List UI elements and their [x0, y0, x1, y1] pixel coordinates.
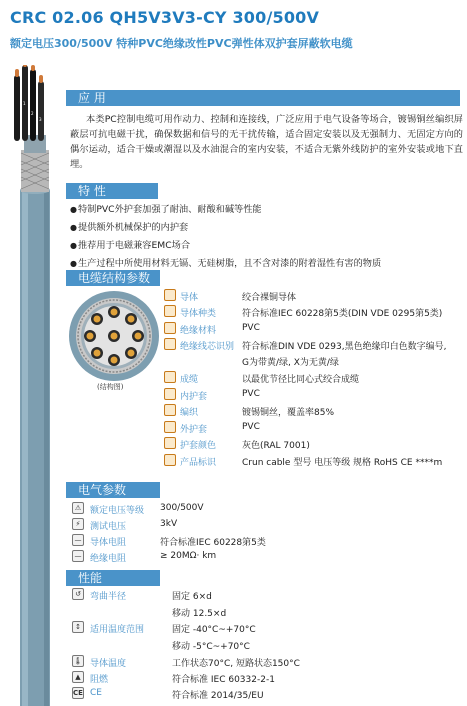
product-subtitle: 额定电压300/500V 特种PVC绝缘改性PVC弹性体双护套屏蔽软电缆: [10, 37, 353, 50]
temp-fixed-value: 固定 -40°C~+70°C: [172, 625, 256, 635]
structure-heading: 电缆结构参数: [66, 270, 160, 286]
electrical-label: 绝缘电阻: [90, 554, 127, 564]
thermometer-icon: 🌡: [73, 657, 83, 665]
voltage-warning-icon: ⚠: [72, 502, 84, 514]
bend-fixed-value: 固定 6×d: [172, 592, 212, 602]
electrical-label: 额定电压等级: [90, 506, 145, 516]
electrical-heading: 电气参数: [66, 482, 160, 498]
structure-label: 导体: [180, 293, 199, 303]
structure-value: 绞合裸铜导体: [242, 293, 297, 303]
flame-retardant-label: 阻燃: [90, 675, 109, 685]
structure-value: 镀锡铜丝，覆盖率85%: [242, 408, 335, 418]
structure-value: 符合标准IEC 60228第5类(DIN VDE 0295第5类): [242, 309, 443, 319]
structure-value: PVC: [242, 422, 260, 432]
structure-value: PVC: [242, 389, 260, 399]
electrical-label: 导体电阻: [90, 538, 127, 548]
application-heading: 应 用: [66, 90, 460, 106]
conductor-temp-value: 工作状态70°C, 短路状态150°C: [172, 659, 300, 669]
conductor-type-icon: [164, 305, 176, 317]
structure-label: 绝缘材料: [180, 326, 217, 336]
svg-text:2: 2: [31, 111, 34, 116]
electrical-value: 300/500V: [160, 503, 204, 513]
structure-label: 绝缘线芯识别: [180, 342, 235, 352]
structure-value: 以最优节径比同心式绞合成缆: [242, 375, 360, 385]
ce-value: 符合标准 2014/35/EU: [172, 691, 264, 701]
structure-label: 外护套: [180, 425, 208, 435]
conductor-temp-label: 导体温度: [90, 659, 127, 669]
structure-value: G为带黄/绿, X为无黄/绿: [242, 358, 339, 368]
structure-label: 护套颜色: [180, 441, 217, 451]
structure-label: 内护套: [180, 392, 208, 402]
resistance-icon: —: [72, 534, 84, 546]
cable-illustration: [0, 65, 70, 706]
bend-moving-value: 移动 12.5×d: [172, 609, 227, 619]
product-marking-icon: [164, 454, 176, 466]
feature-item: ● 特制PVC外护套加强了耐油、耐酸和碱等性能: [70, 201, 262, 215]
temperature-range-label: 适用温度范围: [90, 625, 145, 635]
product-title: CRC 02.06 QH5V3V3-CY 300/500V: [10, 8, 320, 27]
electrical-value: 符合标准IEC 60228第5类: [160, 538, 266, 548]
structure-label: 编织: [180, 408, 199, 418]
bend-radius-label: 弯曲半径: [90, 592, 127, 602]
electrical-label: 测试电压: [90, 522, 127, 532]
application-text: 本类PC控制电缆可用作动力、控制和连接线，广泛应用于电气设备等场合，镀锡铜丝编织屏蔽层可抗电磁干扰，确保数据和信号的无干扰传输，适合固定安装以及无强制力、无固定方向的偶尔运动，适合干燥或潮湿以及水油混合的室内安装，不适合无紫外线防护的室外安装或地下直埋。: [70, 114, 463, 170]
conductor-icon: [164, 289, 176, 301]
flame-icon: ▲: [72, 671, 84, 683]
structure-label: 产品标识: [180, 458, 217, 468]
bend-radius-icon: ↺: [72, 588, 84, 600]
temperature-range-icon: ↕: [72, 621, 84, 633]
cross-section-diagram: [68, 290, 160, 382]
structure-label: 导体种类: [180, 309, 217, 319]
electrical-value: ≥ 20MΩ· km: [160, 551, 217, 561]
structure-value: PVC: [242, 323, 260, 333]
structure-value: 灰色(RAL 7001): [242, 441, 310, 451]
insulation-icon: [164, 322, 176, 334]
structure-label: 成缆: [180, 375, 199, 385]
feature-item: ● 提供额外机械保护的内护套: [70, 219, 188, 233]
ce-mark-icon: CE: [73, 689, 83, 697]
electrical-value: 3kV: [160, 519, 178, 529]
braid-icon: [164, 404, 176, 416]
inner-sheath-icon: [164, 388, 176, 400]
feature-item: ● 生产过程中所使用材料无镉、无硅树脂，且不含对漆的附着湿性有害的物质: [70, 255, 381, 269]
cross-section-caption: (结构图): [97, 383, 124, 391]
outer-sheath-icon: [164, 421, 176, 433]
core-identification-icon: [164, 338, 176, 350]
svg-text:1: 1: [23, 101, 26, 106]
flame-retardant-value: 符合标准 IEC 60332-2-1: [172, 675, 275, 685]
test-voltage-icon: ⚡: [72, 518, 84, 530]
insulation-resistance-icon: —: [72, 550, 84, 562]
feature-item: ● 推荐用于电磁兼容EMC场合: [70, 237, 190, 251]
performance-heading: 性能: [66, 570, 160, 586]
structure-value: Crun cable 型号 电压等级 规格 RoHS CE ****m: [242, 458, 443, 468]
stranding-icon: [164, 371, 176, 383]
sheath-color-icon: [164, 437, 176, 449]
ce-label: CE: [90, 688, 102, 698]
structure-value: 符合标准DIN VDE 0293,黑色绝缘印白色数字编号,: [242, 342, 447, 352]
svg-text:3: 3: [39, 117, 42, 122]
features-heading: 特 性: [66, 183, 158, 199]
temp-moving-value: 移动 -5°C~+70°C: [172, 642, 250, 652]
